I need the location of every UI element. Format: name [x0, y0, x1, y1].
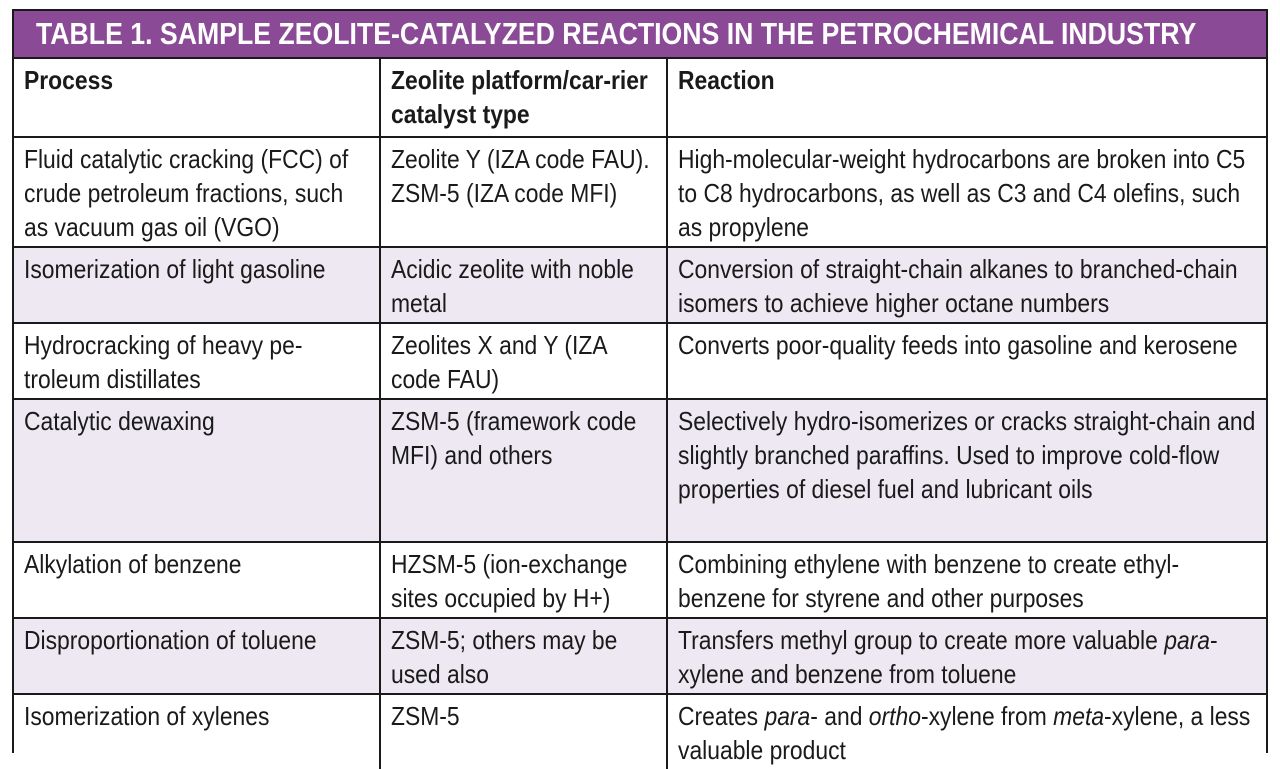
cell-process: Alkylation of benzene	[14, 542, 380, 618]
header-row	[14, 59, 1266, 137]
table-title-bar	[14, 11, 1266, 59]
table-row	[14, 399, 1266, 542]
cell-platform: HZSM-5 (ion-exchange sites occupied by H+)	[380, 542, 667, 618]
cell-process: Isomerization of xylenes	[14, 694, 380, 769]
cell-process: Catalytic dewaxing	[14, 399, 380, 542]
table-row	[14, 323, 1266, 399]
cell-platform: Zeolites X and Y (IZA code FAU)	[380, 323, 667, 399]
table-row	[14, 694, 1266, 769]
cell-reaction: High-molecular-weight hydrocarbons are broken into C5 to C8 hydrocarbons, as well as C3 and C4 olefins, such as propylene	[667, 137, 1266, 247]
cell-platform: ZSM-5	[380, 694, 667, 769]
header-platform: Zeolite platform/car-rier catalyst type	[380, 59, 667, 137]
cell-process: Disproportionation of toluene	[14, 618, 380, 694]
cell-reaction: Conversion of straight-chain alkanes to branched-chain isomers to achieve higher octane numbers	[667, 247, 1266, 323]
cell-platform: ZSM-5; others may be used also	[380, 618, 667, 694]
table-row	[14, 618, 1266, 694]
header-process: Process	[14, 59, 380, 137]
cell-process: Fluid catalytic cracking (FCC) of crude petroleum fractions, such as vacuum gas oil (VGO)	[14, 137, 380, 247]
cell-reaction: Combining ethylene with benzene to create ethyl-benzene for styrene and other purposes	[667, 542, 1266, 618]
table-row	[14, 137, 1266, 247]
cell-process: Hydrocracking of heavy pe-troleum distillates	[14, 323, 380, 399]
cell-platform: Acidic zeolite with noble metal	[380, 247, 667, 323]
cell-platform: Zeolite Y (IZA code FAU). ZSM-5 (IZA code MFI)	[380, 137, 667, 247]
cell-process: Isomerization of light gasoline	[14, 247, 380, 323]
header-reaction: Reaction	[667, 59, 1266, 137]
table-title: TABLE 1. SAMPLE ZEOLITE-CATALYZED REACTIONS IN THE PETROCHEMICAL INDUSTRY	[36, 16, 1197, 51]
zeolite-reactions-table	[12, 9, 1268, 765]
cell-reaction: Transfers methyl group to create more valuable para-xylene and benzene from toluene	[667, 618, 1266, 694]
cell-reaction: Converts poor-quality feeds into gasoline and kerosene	[667, 323, 1266, 399]
cell-reaction: Creates para- and ortho-xylene from meta-xylene, a less valuable product	[667, 694, 1266, 769]
cell-platform: ZSM-5 (framework code MFI) and others	[380, 399, 667, 542]
reactions-table	[14, 59, 1266, 769]
table-row	[14, 542, 1266, 618]
table-row	[14, 247, 1266, 323]
cell-reaction: Selectively hydro-isomerizes or cracks straight-chain and slightly branched paraffins. Used to improve cold-flow properties of diesel fuel and lubricant oils	[667, 399, 1266, 542]
